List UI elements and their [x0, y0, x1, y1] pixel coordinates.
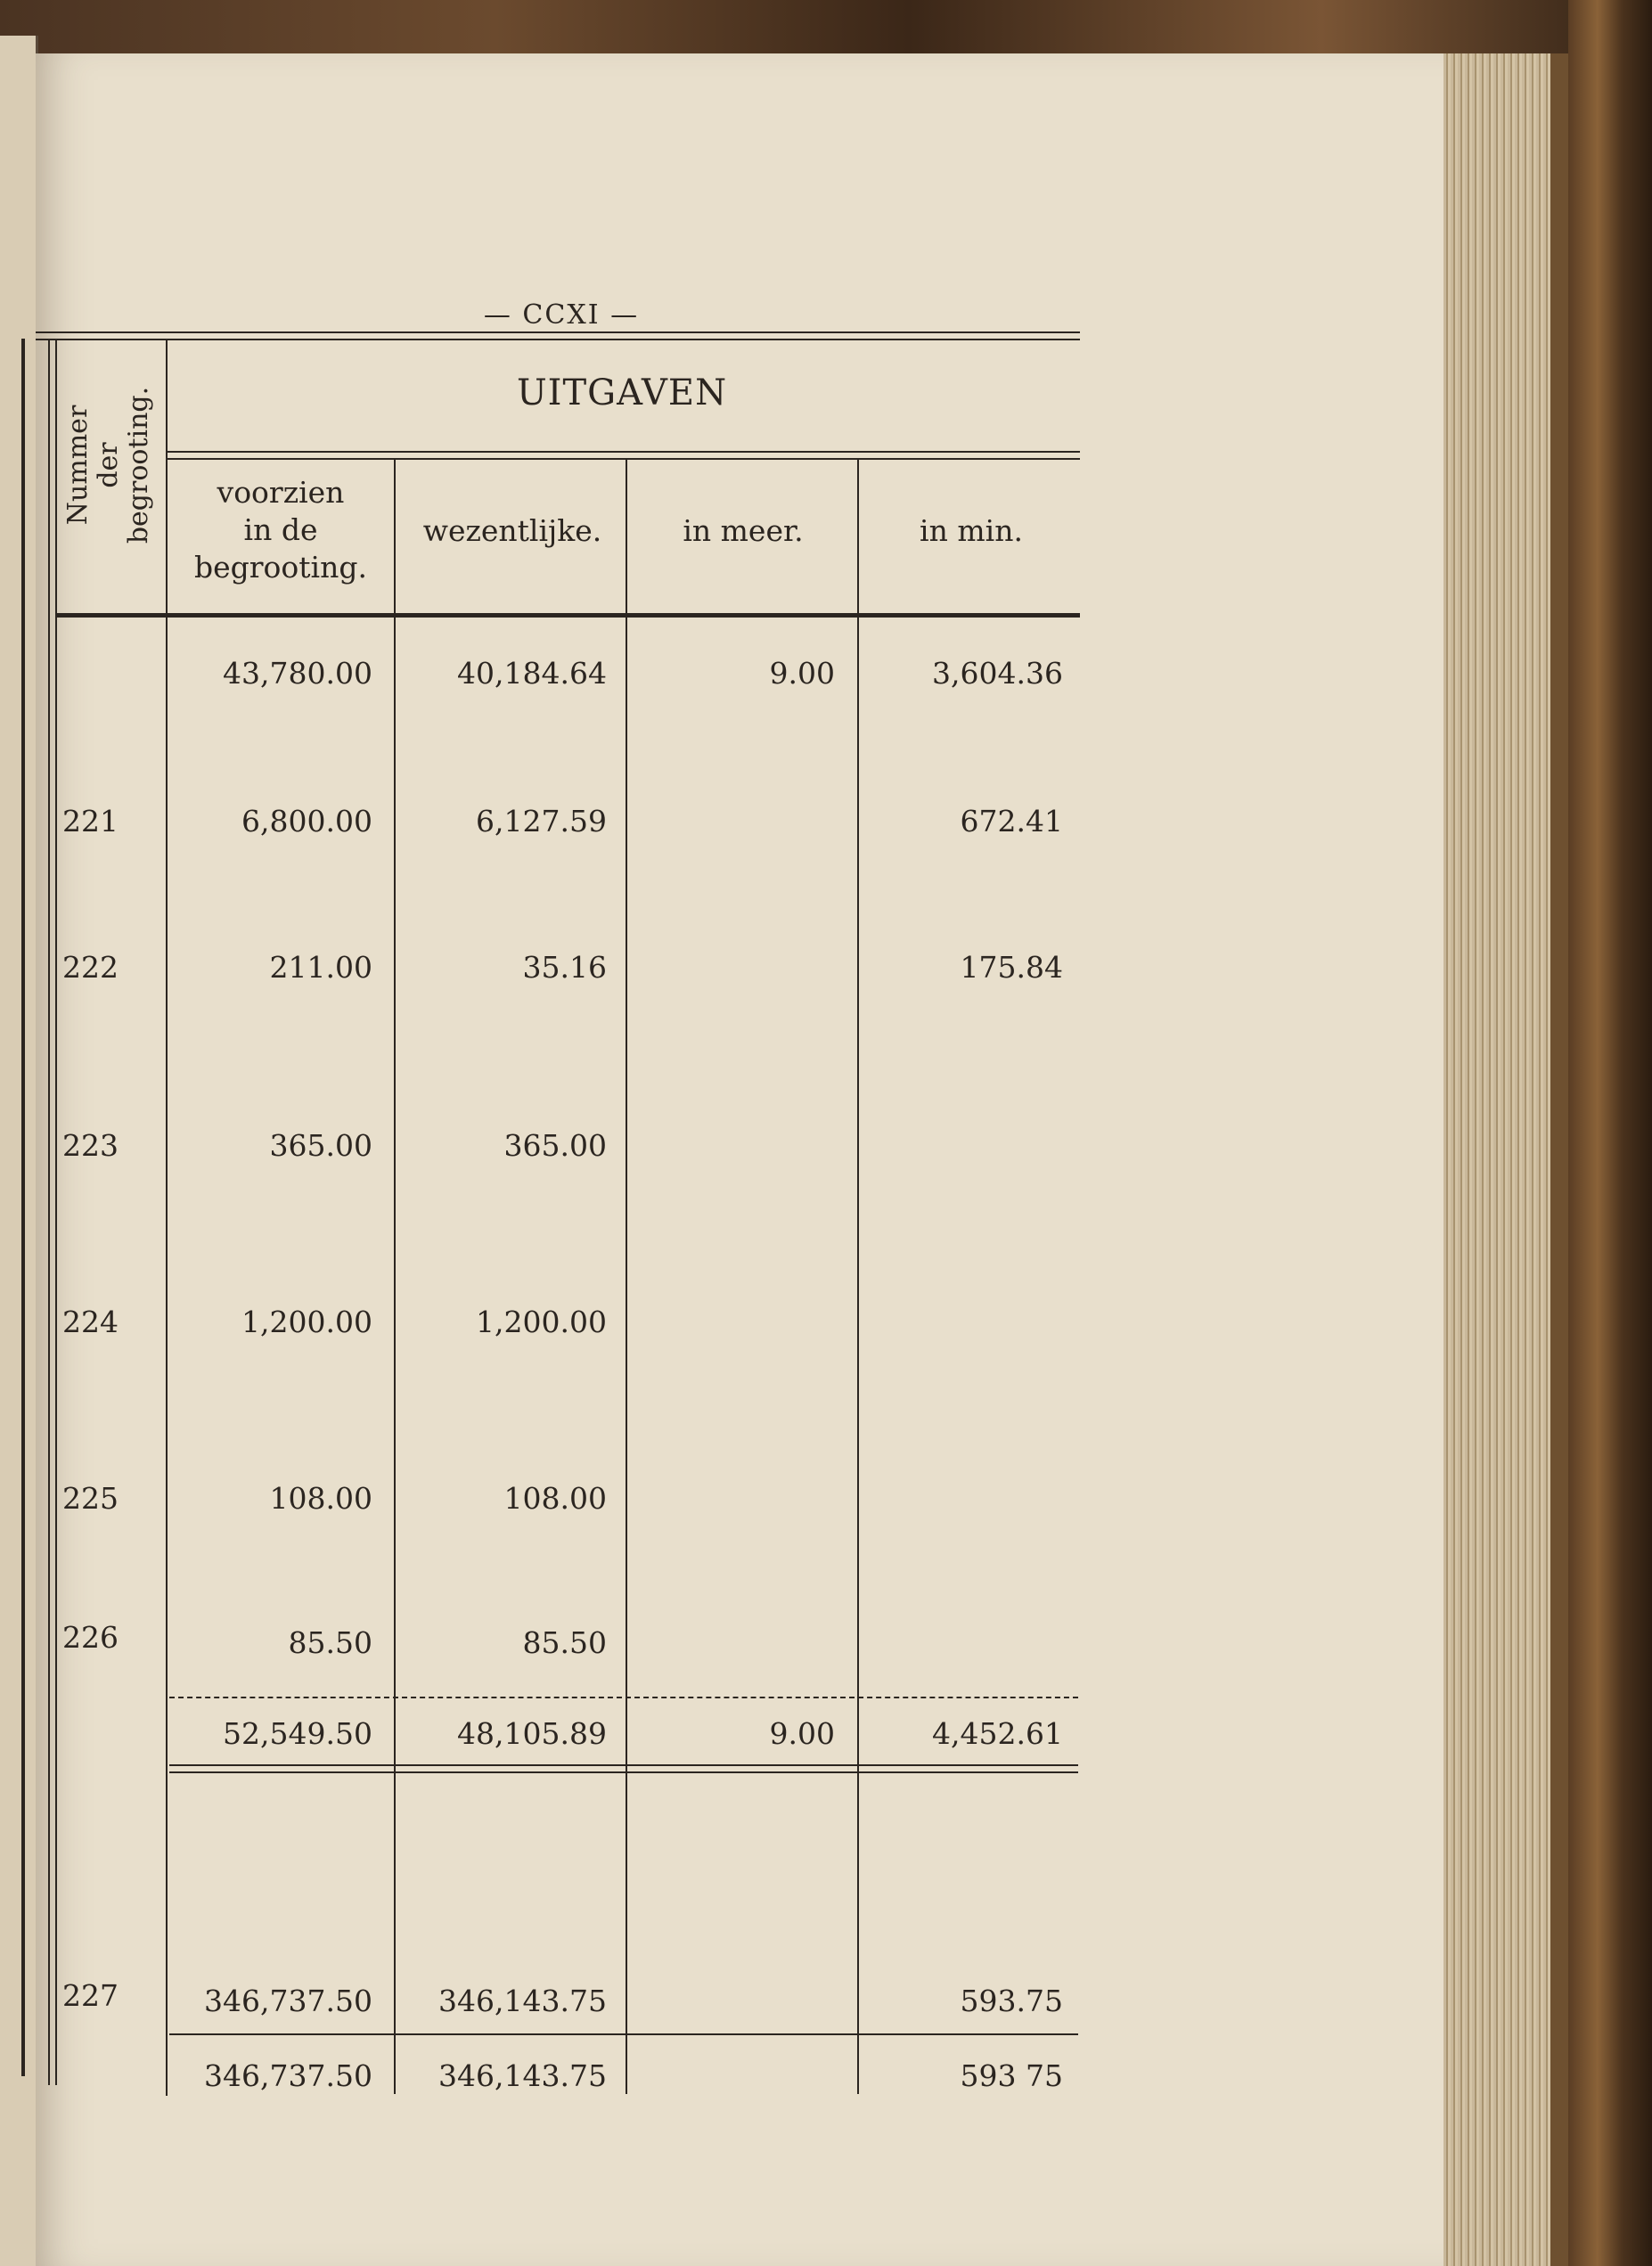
- cell-in-min: 175.84: [960, 950, 1063, 985]
- cell-wezentlijke: 40,184.64: [457, 656, 607, 691]
- number-header-line-3: begrooting.: [123, 386, 154, 544]
- cell-voorzien: 6,800.00: [241, 804, 372, 839]
- number-column-header: [50, 340, 168, 590]
- cell-wezentlijke: 85.50: [522, 1625, 607, 1660]
- header-mid-rule: [168, 451, 1080, 453]
- cell-voorzien: 85.50: [288, 1625, 372, 1660]
- cell-wezentlijke: 108.00: [503, 1481, 607, 1516]
- previous-page-edge: [0, 36, 38, 2266]
- book-page: [36, 53, 1443, 2266]
- voorzien-line-1: voorzien: [217, 475, 345, 510]
- cell-number: 227: [62, 1978, 119, 2013]
- cell-number: 222: [62, 950, 119, 985]
- subtotal-double-rule: [169, 1764, 1078, 1766]
- subtotal-voorzien: 346,737.50: [204, 2058, 372, 2093]
- cell-number: 225: [62, 1481, 119, 1516]
- col-rule-1: [166, 340, 168, 2096]
- header-mid-rule-2: [168, 458, 1080, 460]
- subtotal-voorzien: 52,549.50: [223, 1716, 372, 1751]
- subtotal-wezentlijke: 346,143.75: [438, 2058, 607, 2093]
- subtotal-double-rule-2: [169, 1771, 1078, 1773]
- page-edges: [1443, 53, 1550, 2266]
- uitgaven-title: UITGAVEN: [516, 372, 728, 413]
- subtotal-wezentlijke: 48,105.89: [457, 1716, 607, 1751]
- page-number-header: — CCXI —: [483, 299, 640, 331]
- cell-in-min: 3,604.36: [932, 656, 1063, 691]
- cell-voorzien: 211.00: [269, 950, 372, 985]
- col-rule-2: [394, 458, 396, 2094]
- final-rule: [169, 2033, 1078, 2035]
- subtotal-in-meer: 9.00: [769, 1716, 835, 1751]
- col-header-voorzien: [169, 474, 392, 586]
- subtotal-in-min: 4,452.61: [932, 1716, 1063, 1751]
- cell-wezentlijke: 1,200.00: [476, 1305, 607, 1339]
- col-rule-3: [626, 458, 627, 2094]
- left-margin-rule-2: [48, 339, 50, 2085]
- cell-wezentlijke: 6,127.59: [476, 804, 607, 839]
- number-header-line-2: der: [93, 442, 124, 488]
- cell-in-min: 593.75: [960, 1984, 1063, 2018]
- col-header-wezentlijke: wezentlijke.: [422, 513, 602, 548]
- cell-number: 223: [62, 1128, 119, 1163]
- subtotal-dash-rule: [169, 1697, 1078, 1698]
- col-header-in-meer: in meer.: [683, 513, 804, 548]
- col-header-in-min: in min.: [920, 513, 1023, 548]
- num-column-rule: [55, 339, 57, 2085]
- col-rule-4: [857, 458, 859, 2094]
- table-top-rule-2: [36, 339, 1080, 340]
- voorzien-line-3: begrooting.: [194, 550, 367, 585]
- cell-voorzien: 108.00: [269, 1481, 372, 1516]
- cell-number: 224: [62, 1305, 119, 1339]
- header-bottom-rule: [55, 613, 1080, 618]
- cell-voorzien: 365.00: [269, 1128, 372, 1163]
- subtotal-in-min: 593 75: [960, 2058, 1063, 2093]
- cell-voorzien: 43,780.00: [223, 656, 372, 691]
- cell-voorzien: 346,737.50: [204, 1984, 372, 2018]
- cell-wezentlijke: 35.16: [522, 950, 607, 985]
- number-header-line-1: Nummer: [62, 405, 94, 526]
- table-top-rule: [36, 331, 1080, 333]
- cell-wezentlijke: 346,143.75: [438, 1984, 607, 2018]
- voorzien-line-2: in de: [243, 512, 318, 547]
- cell-in-meer: 9.00: [769, 656, 835, 691]
- cell-number: 226: [62, 1620, 119, 1655]
- cell-wezentlijke: 365.00: [503, 1128, 607, 1163]
- cell-number: 221: [62, 804, 119, 839]
- book-binding-right: [1568, 0, 1652, 2266]
- left-margin-rule: [21, 339, 25, 2076]
- cell-in-min: 672.41: [960, 804, 1063, 839]
- cell-voorzien: 1,200.00: [241, 1305, 372, 1339]
